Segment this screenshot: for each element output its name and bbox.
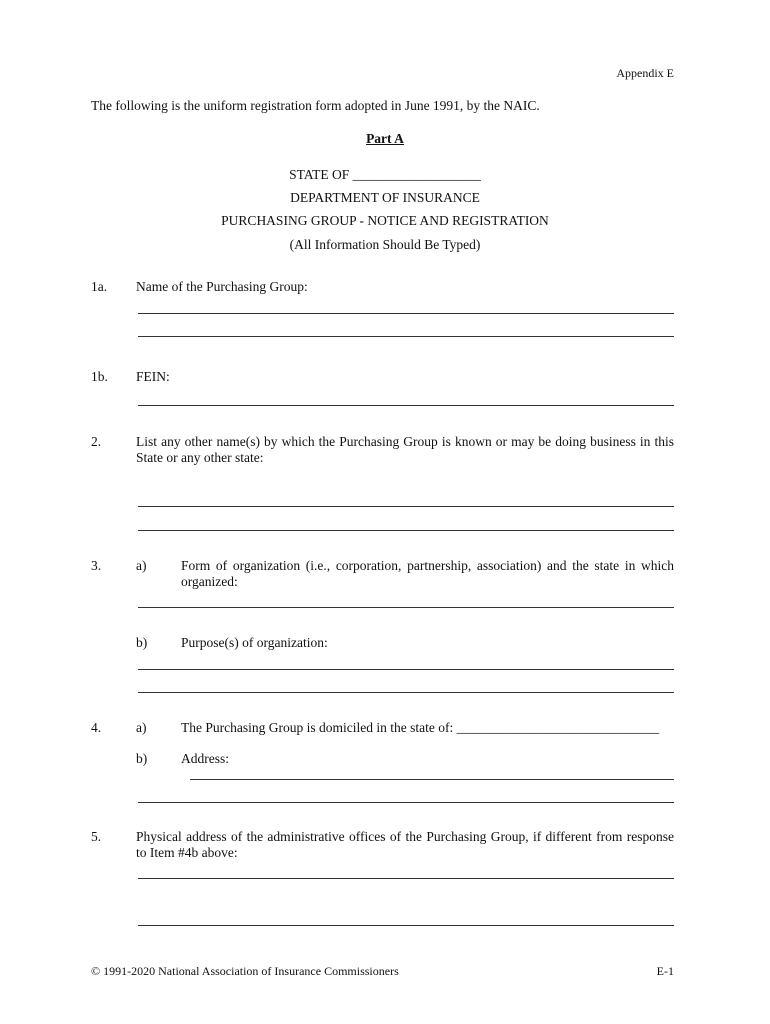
item-label: Address: [181, 751, 229, 766]
footer-copyright: © 1991-2020 National Association of Insurance Commissioners [91, 964, 399, 978]
blank-line[interactable] [138, 313, 674, 314]
item-number: 5. [91, 829, 102, 844]
blank-line[interactable] [138, 336, 674, 337]
item-label: List any other name(s) by which the Purchasing Group is known or may be doing business in this State or any other state: [136, 434, 674, 465]
appendix-label: Appendix E [616, 66, 674, 80]
sub-item-letter: b) [136, 635, 148, 650]
sub-item-letter: a) [136, 558, 147, 573]
department-heading: DEPARTMENT OF INSURANCE [290, 190, 480, 205]
form-title: PURCHASING GROUP - NOTICE AND REGISTRATION [221, 213, 549, 228]
blank-line[interactable] [138, 692, 674, 693]
blank-line[interactable] [138, 530, 674, 531]
item-number: 2. [91, 434, 102, 449]
part-title: Part A [366, 131, 404, 146]
item-number: 1a. [91, 279, 108, 294]
item-label: Name of the Purchasing Group: [136, 279, 308, 294]
blank-line[interactable] [190, 779, 674, 780]
blank-line[interactable] [138, 878, 674, 879]
item-number: 4. [91, 720, 102, 735]
item-label: Purpose(s) of organization: [181, 635, 328, 650]
blank-line[interactable] [138, 405, 674, 406]
blank-line[interactable] [138, 669, 674, 670]
item-number: 3. [91, 558, 102, 573]
item-label: The Purchasing Group is domiciled in the state of: ______________________________ [181, 720, 660, 735]
state-of-line: STATE OF ___________________ [289, 167, 481, 182]
item-label: Physical address of the administrative offices of the Purchasing Group, if different from response to Item #4b above: [136, 829, 674, 860]
item-label: Form of organization (i.e., corporation, partnership, association) and the state in which organized: [181, 558, 674, 589]
page-number: E-1 [656, 964, 674, 978]
item-label: FEIN: [136, 369, 170, 384]
blank-line[interactable] [138, 607, 674, 608]
item-number: 1b. [91, 369, 108, 384]
intro-text: The following is the uniform registration form adopted in June 1991, by the NAIC. [91, 98, 540, 113]
typed-note: (All Information Should Be Typed) [289, 237, 481, 252]
blank-line[interactable] [138, 925, 674, 926]
sub-item-letter: b) [136, 751, 148, 766]
blank-line[interactable] [138, 506, 674, 507]
sub-item-letter: a) [136, 720, 147, 735]
blank-line[interactable] [138, 802, 674, 803]
